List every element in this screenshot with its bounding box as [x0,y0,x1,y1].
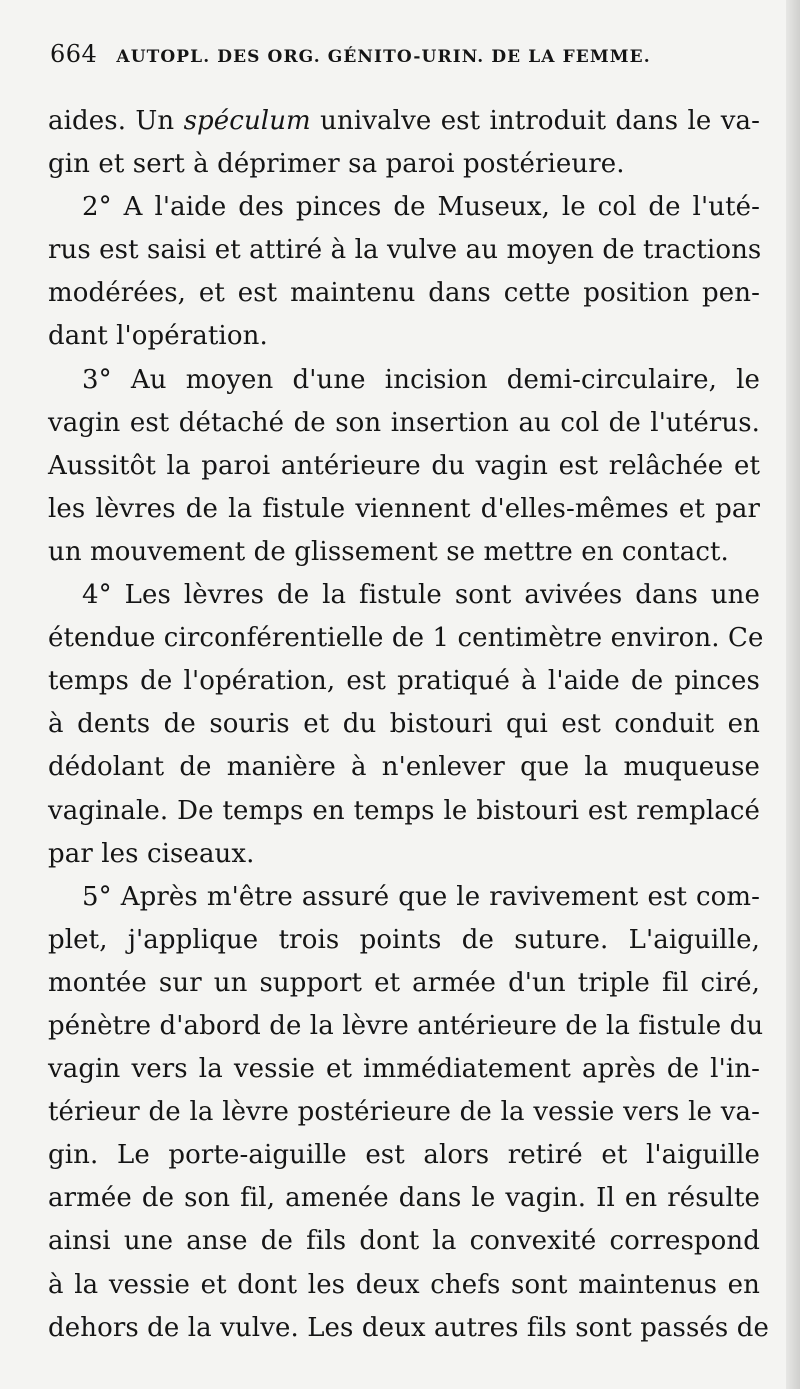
body-text [48,100,769,1350]
text-line: modérées, et est maintenu dans cette position pen- [48,278,760,309]
text-line: étendue circonférentielle de 1 centimètre environ. Ce [48,623,764,654]
text-line: Aussitôt la paroi antérieure du vagin est relâchée et [48,450,760,481]
paragraph-first-line: 3° Au moyen d'une incision demi-circulaire, le [82,364,760,395]
italic-term: spéculum [183,106,311,136]
text-line: vagin est détaché de son insertion au col de l'utérus. [48,407,760,438]
text-line: les lèvres de la fistule viennent d'elles-mêmes et par [48,493,760,524]
text-line: à la vessie et dont les deux chefs sont maintenus en [48,1269,760,1300]
running-head-title: AUTOPL. DES ORG. GÉNITO-URIN. DE LA FEMME. [116,47,651,67]
text-fragment: univalve est introduit dans le va- [310,106,760,136]
text-line: dehors de la vulve. Les deux autres fils sont passés de [48,1312,769,1343]
text-line: montée sur un support et armée d'un triple fil ciré, [48,967,760,998]
text-line: armée de son fil, amenée dans le vagin. Il en résulte [48,1183,760,1214]
text-line: plet, j'applique trois points de suture. L'aiguille, [48,924,760,955]
text-line: rus est saisi et attiré à la vulve au moyen de tractions [48,235,762,266]
text-line: temps de l'opération, est pratiqué à l'aide de pinces [48,666,760,697]
text-line: pénètre d'abord de la lèvre antérieure de la fistule du [48,1010,764,1041]
text-line: gin. Le porte-aiguille est alors retiré et l'aiguille [48,1140,760,1171]
text-line: vagin vers la vessie et immédiatement après de l'in- [48,1054,760,1085]
text-line: un mouvement de glissement se mettre en contact. [48,536,729,567]
paragraph-first-line: 4° Les lèvres de la fistule sont avivées dans une [82,580,760,611]
text-line: par les ciseaux. [48,838,255,869]
text-line: à dents de souris et du bistouri qui est conduit en [48,709,760,740]
page-number: 664 [50,40,98,68]
text-line: gin et sert à déprimer sa paroi postérieure. [48,149,625,180]
text-line: dant l'opération. [48,321,268,352]
text-line [48,100,760,143]
running-head [50,40,750,76]
text-line: dédolant de manière à n'enlever que la muqueuse [48,752,760,783]
text-line: vaginale. De temps en temps le bistouri est remplacé [48,795,760,826]
text-line: ainsi une anse de fils dont la convexité correspond [48,1226,760,1257]
text-line: térieur de la lèvre postérieure de la vessie vers le va- [48,1097,760,1128]
paragraph-first-line: 2° A l'aide des pinces de Museux, le col de l'uté- [82,192,760,223]
page-edge-shadow [786,0,800,1389]
paragraph-first-line: 5° Après m'être assuré que le ravivement est com- [82,881,760,912]
text-fragment: aides. Un [48,106,184,136]
